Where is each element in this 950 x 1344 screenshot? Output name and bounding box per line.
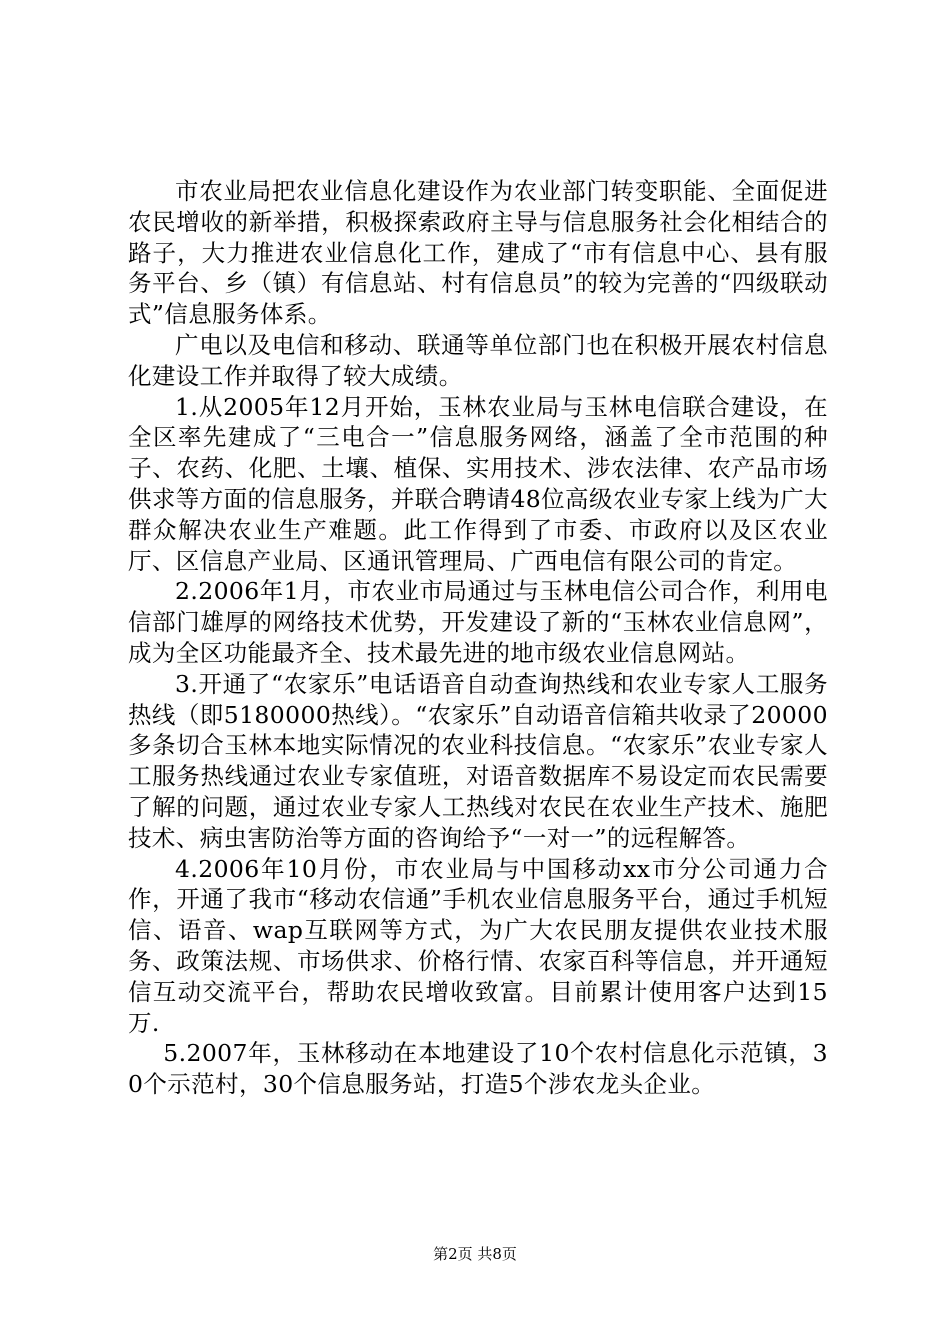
- paragraph-item-1: 1.从2005年12月开始，玉林农业局与玉林电信联合建设，在全区率先建成了“三电合一”信息服务网络，涵盖了全市范围的种子、农药、化肥、土壤、植保、实用技术、涉农法律、农产品市场供求等方面的信息服务，并联合聘请48位高级农业专家上线为广大群众解决农业生产难题。此工作得到了市委、市政府以及区农业厅、区信息产业局、区通讯管理局、广西电信有限公司的肯定。: [128, 392, 828, 575]
- paragraph-item-2: 2.2006年1月，市农业市局通过与玉林电信公司合作，利用电信部门雄厚的网络技术优势，开发建设了新的“玉林农业信息网”，成为全区功能最齐全、技术最先进的地市级农业信息网站。: [128, 577, 828, 667]
- paragraph-intro: 市农业局把农业信息化建设作为农业部门转变职能、全面促进农民增收的新举措，积极探索政府主导与信息服务社会化相结合的路子，大力推进农业信息化工作，建成了“市有信息中心、县有服务平台、乡（镇）有信息站、村有信息员”的较为完善的“四级联动式”信息服务体系。: [128, 177, 828, 329]
- page-number-footer: 第2页 共8页: [433, 1245, 517, 1263]
- paragraph-item-5: 5.2007年，玉林移动在本地建设了10个农村信息化示范镇，30个示范村，30个信息服务站，打造5个涉农龙头企业。: [128, 1039, 828, 1099]
- document-body: [128, 176, 828, 1100]
- paragraph-item-3: 3.开通了“农家乐”电话语音自动查询热线和农业专家人工服务热线（即5180000热线）。“农家乐”自动语音信箱共收录了20000多条切合玉林本地实际情况的农业科技信息。“农家乐”农业专家人工服务热线通过农业专家值班，对语音数据库不易设定而农民需要了解的问题，通过农业专家人工热线对农民在农业生产技术、施肥技术、病虫害防治等方面的咨询给予“一对一”的远程解答。: [128, 669, 828, 852]
- paragraph-item-4: 4.2006年10月份，市农业局与中国移动xx市分公司通力合作，开通了我市“移动农信通”手机农业信息服务平台，通过手机短信、语音、wap互联网等方式，为广大农民朋友提供农业技术服务、政策法规、市场供求、价格行情、农家百科等信息，并开通短信互动交流平台，帮助农民增收致富。目前累计使用客户达到15万.: [128, 854, 828, 1037]
- paragraph-broadcast-telecom: 广电以及电信和移动、联通等单位部门也在积极开展农村信息化建设工作并取得了较大成绩。: [128, 330, 828, 390]
